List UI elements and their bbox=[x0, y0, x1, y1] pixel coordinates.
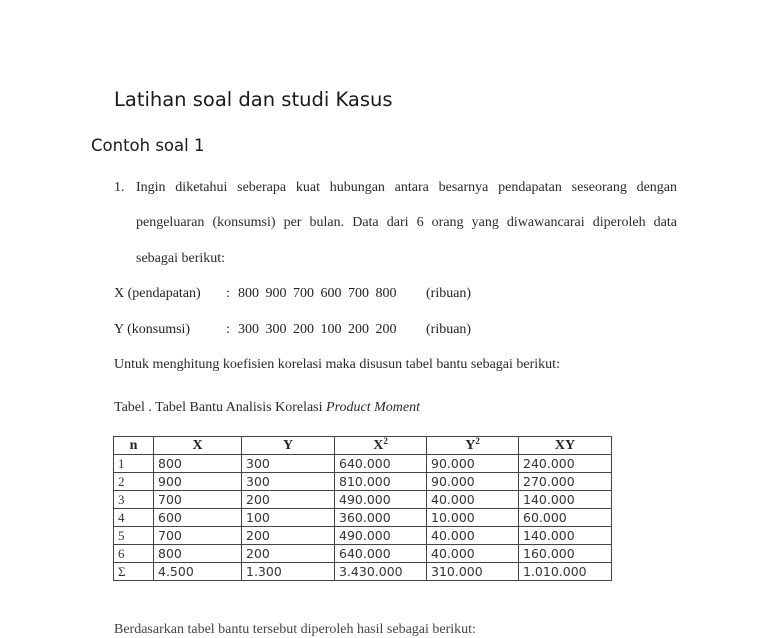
cell-n: 4 bbox=[114, 509, 154, 527]
continuation-text: Berdasarkan tabel bantu tersebut diperoleh hasil sebagai berikut: bbox=[114, 622, 476, 637]
header-n: n bbox=[114, 437, 154, 455]
cell-n: 1 bbox=[114, 455, 154, 473]
cell-x: 4.500 bbox=[154, 563, 242, 581]
correlation-table bbox=[113, 436, 612, 581]
cell-x-squared: 640.000 bbox=[335, 455, 427, 473]
cell-n: 6 bbox=[114, 545, 154, 563]
cell-n: 3 bbox=[114, 491, 154, 509]
table-row bbox=[114, 545, 612, 563]
cell-x: 800 bbox=[154, 545, 242, 563]
cell-y: 300 bbox=[242, 473, 335, 491]
cell-n: Σ bbox=[114, 563, 154, 581]
y-variable-values: 300 300 200 100 200 200 bbox=[238, 322, 397, 337]
cell-x-squared: 490.000 bbox=[335, 491, 427, 509]
cell-x: 800 bbox=[154, 455, 242, 473]
x-variable-colon: : bbox=[226, 286, 230, 301]
problem-text-line-3: sebagai berikut: bbox=[136, 251, 226, 266]
table-caption-italic: Product Moment bbox=[326, 400, 420, 415]
table-row bbox=[114, 563, 612, 581]
x-variable-values: 800 900 700 600 700 800 bbox=[238, 286, 397, 301]
table-caption bbox=[114, 400, 420, 416]
cell-n: 5 bbox=[114, 527, 154, 545]
cell-xy: 1.010.000 bbox=[519, 563, 612, 581]
x-variable-unit: (ribuan) bbox=[426, 286, 472, 301]
cell-y-squared: 40.000 bbox=[427, 527, 519, 545]
problem-text-line-2: pengeluaran (konsumsi) per bulan. Data dari 6 orang yang diwawancarai diperoleh data bbox=[136, 215, 677, 230]
cell-x-squared: 490.000 bbox=[335, 527, 427, 545]
section-title: Latihan soal dan studi Kasus bbox=[114, 88, 393, 111]
cell-y-squared: 90.000 bbox=[427, 473, 519, 491]
cell-y: 200 bbox=[242, 527, 335, 545]
cell-y: 100 bbox=[242, 509, 335, 527]
cell-x-squared: 640.000 bbox=[335, 545, 427, 563]
table-caption-prefix: Tabel . Tabel Bantu Analisis Korelasi bbox=[114, 400, 327, 415]
cell-x: 700 bbox=[154, 491, 242, 509]
cell-x-squared: 810.000 bbox=[335, 473, 427, 491]
table-header-row bbox=[114, 437, 612, 455]
cell-xy: 140.000 bbox=[519, 527, 612, 545]
table-row bbox=[114, 509, 612, 527]
cell-y: 1.300 bbox=[242, 563, 335, 581]
header-x: X bbox=[154, 437, 242, 455]
cell-x: 900 bbox=[154, 473, 242, 491]
cell-x-squared: 3.430.000 bbox=[335, 563, 427, 581]
cell-y: 200 bbox=[242, 491, 335, 509]
x-variable-label: X (pendapatan) bbox=[114, 286, 201, 301]
cell-y-squared: 90.000 bbox=[427, 455, 519, 473]
header-y: Y bbox=[242, 437, 335, 455]
cell-y-squared: 10.000 bbox=[427, 509, 519, 527]
cell-xy: 140.000 bbox=[519, 491, 612, 509]
cell-xy: 60.000 bbox=[519, 509, 612, 527]
cell-xy: 240.000 bbox=[519, 455, 612, 473]
table-row bbox=[114, 473, 612, 491]
y-variable-unit: (ribuan) bbox=[426, 322, 472, 337]
cell-y: 300 bbox=[242, 455, 335, 473]
problem-text-line-1: Ingin diketahui seberapa kuat hubungan antara besarnya pendapatan seseorang dengan bbox=[136, 180, 677, 195]
table-intro-text: Untuk menghitung koefisien korelasi maka disusun tabel bantu sebagai berikut: bbox=[114, 357, 560, 372]
cell-x-squared: 360.000 bbox=[335, 509, 427, 527]
list-item-number: 1. bbox=[114, 180, 125, 195]
header-y-squared: $Y^2$ bbox=[427, 437, 519, 455]
table-row bbox=[114, 491, 612, 509]
cell-x: 700 bbox=[154, 527, 242, 545]
cell-n: 2 bbox=[114, 473, 154, 491]
header-x-squared: $X^2$ bbox=[335, 437, 427, 455]
cell-xy: 270.000 bbox=[519, 473, 612, 491]
table-row bbox=[114, 527, 612, 545]
cell-y-squared: 40.000 bbox=[427, 545, 519, 563]
cell-y-squared: 310.000 bbox=[427, 563, 519, 581]
cell-x: 600 bbox=[154, 509, 242, 527]
cell-y-squared: 40.000 bbox=[427, 491, 519, 509]
header-xy: XY bbox=[519, 437, 612, 455]
example-heading: Contoh soal 1 bbox=[91, 136, 205, 155]
cell-xy: 160.000 bbox=[519, 545, 612, 563]
table-row bbox=[114, 455, 612, 473]
y-variable-colon: : bbox=[226, 322, 230, 337]
cell-y: 200 bbox=[242, 545, 335, 563]
y-variable-label: Y (konsumsi) bbox=[114, 322, 191, 337]
